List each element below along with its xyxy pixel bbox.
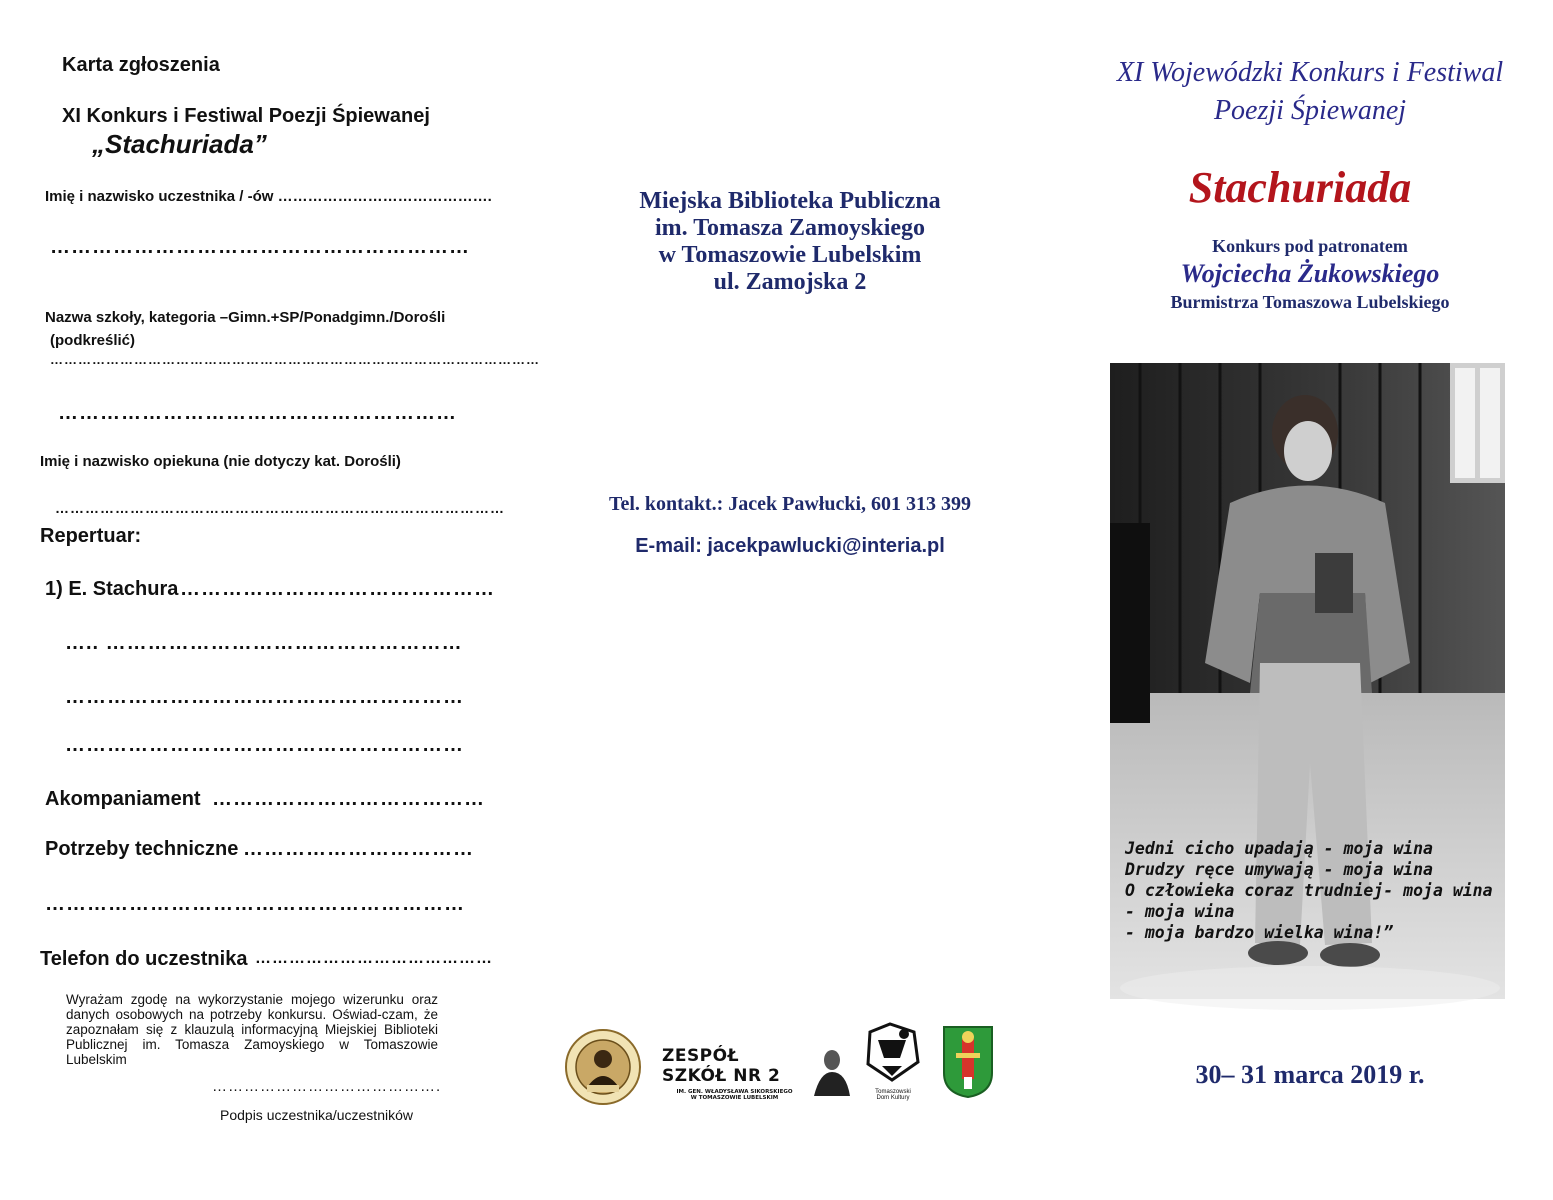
contact-phone: Tel. kontakt.: Jacek Pawłucki, 601 313 399 xyxy=(608,493,972,515)
quote-line-1: Jedni cicho upadają - moja wina xyxy=(1125,839,1433,858)
contact-email[interactable]: E-mail: jacekpawlucki@interia.pl xyxy=(635,535,945,557)
consent-text: Wyrażam zgodę na wykorzystanie mojego wizerunku oraz danych osobowych na potrzeby konkursu. Oświad-czam, że zapoznałam się z klauzulą informacyjną Miejskiej Biblioteki Publicznej im. Tomasza Zamoyskiego w Tomaszowie Lubelskim xyxy=(66,992,438,1067)
technical-needs-line[interactable]: …………………………… xyxy=(243,838,474,860)
participant-name-line[interactable]: …………………………………………………… xyxy=(50,236,470,258)
library-patron: im. Tomasza Zamoyskiego xyxy=(654,215,926,241)
library-logo xyxy=(563,1028,643,1106)
repertoire-item-1-line[interactable]: ……………………………………… xyxy=(180,578,495,600)
school-logo xyxy=(662,1046,807,1101)
festival-title-line2: Poezji Śpiewanej xyxy=(1213,95,1407,126)
signature-label: Podpis uczestnika/uczestników xyxy=(220,1107,413,1123)
culture-logo-line2: Dom Kultury xyxy=(876,1095,910,1101)
accompaniment-line[interactable]: ………………………………… xyxy=(212,788,485,810)
technical-needs-label: Potrzeby techniczne xyxy=(45,838,239,860)
coat-of-arms-icon xyxy=(942,1025,994,1099)
signature-line[interactable]: ……………………………………. xyxy=(212,1078,442,1095)
quote-line-3: O człowieka coraz trudniej- moja wina xyxy=(1125,881,1493,900)
underline-note: (podkreślić) xyxy=(50,332,136,349)
library-name: Miejska Biblioteka Publiczna xyxy=(639,188,941,214)
repertoire-item-3-line[interactable]: ………………………………………………… xyxy=(65,686,464,708)
technical-needs-line-2[interactable]: …………………………………………………… xyxy=(45,893,465,915)
repertoire-item-1-label: 1) E. Stachura xyxy=(45,578,179,600)
guardian-label: Imię i nazwisko opiekuna (nie dotyczy kat. Dorośli) xyxy=(40,453,401,470)
general-portrait-icon xyxy=(810,1046,852,1096)
quote-line-5: - moja bardzo wielka wina!” xyxy=(1125,923,1394,942)
school-logo-sub2: W TOMASZOWIE LUBELSKIM xyxy=(690,1095,779,1101)
patronage-label: Konkurs pod patronatem xyxy=(1212,236,1408,256)
library-street: ul. Zamojska 2 xyxy=(713,269,867,295)
patron-role: Burmistrza Tomaszowa Lubelskiego xyxy=(1170,292,1450,312)
quote-line-2: Drudzy ręce umywają - moja wina xyxy=(1125,860,1433,879)
accompaniment-label: Akompaniament xyxy=(45,788,201,810)
festival-date: 30– 31 marca 2019 r. xyxy=(1195,1060,1425,1089)
participant-phone-line[interactable]: …………………………………… xyxy=(255,950,493,967)
poem-quote xyxy=(1125,838,1493,943)
school-logo-sub1: IM. GEN. WŁADYSŁAWA SIKORSKIEGO xyxy=(676,1089,793,1095)
school-line-1[interactable]: …………………………………………………………………………………………… xyxy=(50,352,540,367)
patron-name: Wojciecha Żukowskiego xyxy=(1180,259,1440,288)
school-logo-text: ZESPÓŁ SZKÓŁ NR 2 xyxy=(662,1046,781,1086)
participant-name-label: Imię i nazwisko uczestnika / -ów ……………………………………. xyxy=(45,188,492,205)
festival-title-line1: XI Wojewódzki Konkurs i Festiwal xyxy=(1116,57,1504,88)
repertoire-item-4-line[interactable]: ………………………………………………… xyxy=(65,734,464,756)
repertoire-label: Repertuar: xyxy=(40,525,142,547)
festival-title xyxy=(1090,54,1530,130)
school-line-2[interactable]: ………………………………………………… xyxy=(58,402,457,424)
participant-phone-label: Telefon do uczestnika xyxy=(40,948,248,970)
culture-house-logo xyxy=(862,1022,924,1102)
form-title: Karta zgłoszenia xyxy=(62,54,220,76)
quote-line-4: - moja wina xyxy=(1125,902,1235,921)
form-subtitle: XI Konkurs i Festiwal Poezji Śpiewanej xyxy=(62,105,430,127)
library-city: w Tomaszowie Lubelskim xyxy=(658,242,922,268)
festival-name: Stachuriada xyxy=(1188,163,1412,212)
form-festival-name: „Stachuriada” xyxy=(92,129,267,159)
culture-logo-line1: Tomaszowski xyxy=(875,1089,911,1095)
guardian-line[interactable]: ……………………………………………………………………………… xyxy=(55,500,505,516)
school-label: Nazwa szkoły, kategoria –Gimn.+SP/Ponadgimn./Dorośli xyxy=(45,309,446,326)
repertoire-item-2-line[interactable]: ….. …………………………………………… xyxy=(65,632,463,654)
library-address xyxy=(560,188,1020,296)
